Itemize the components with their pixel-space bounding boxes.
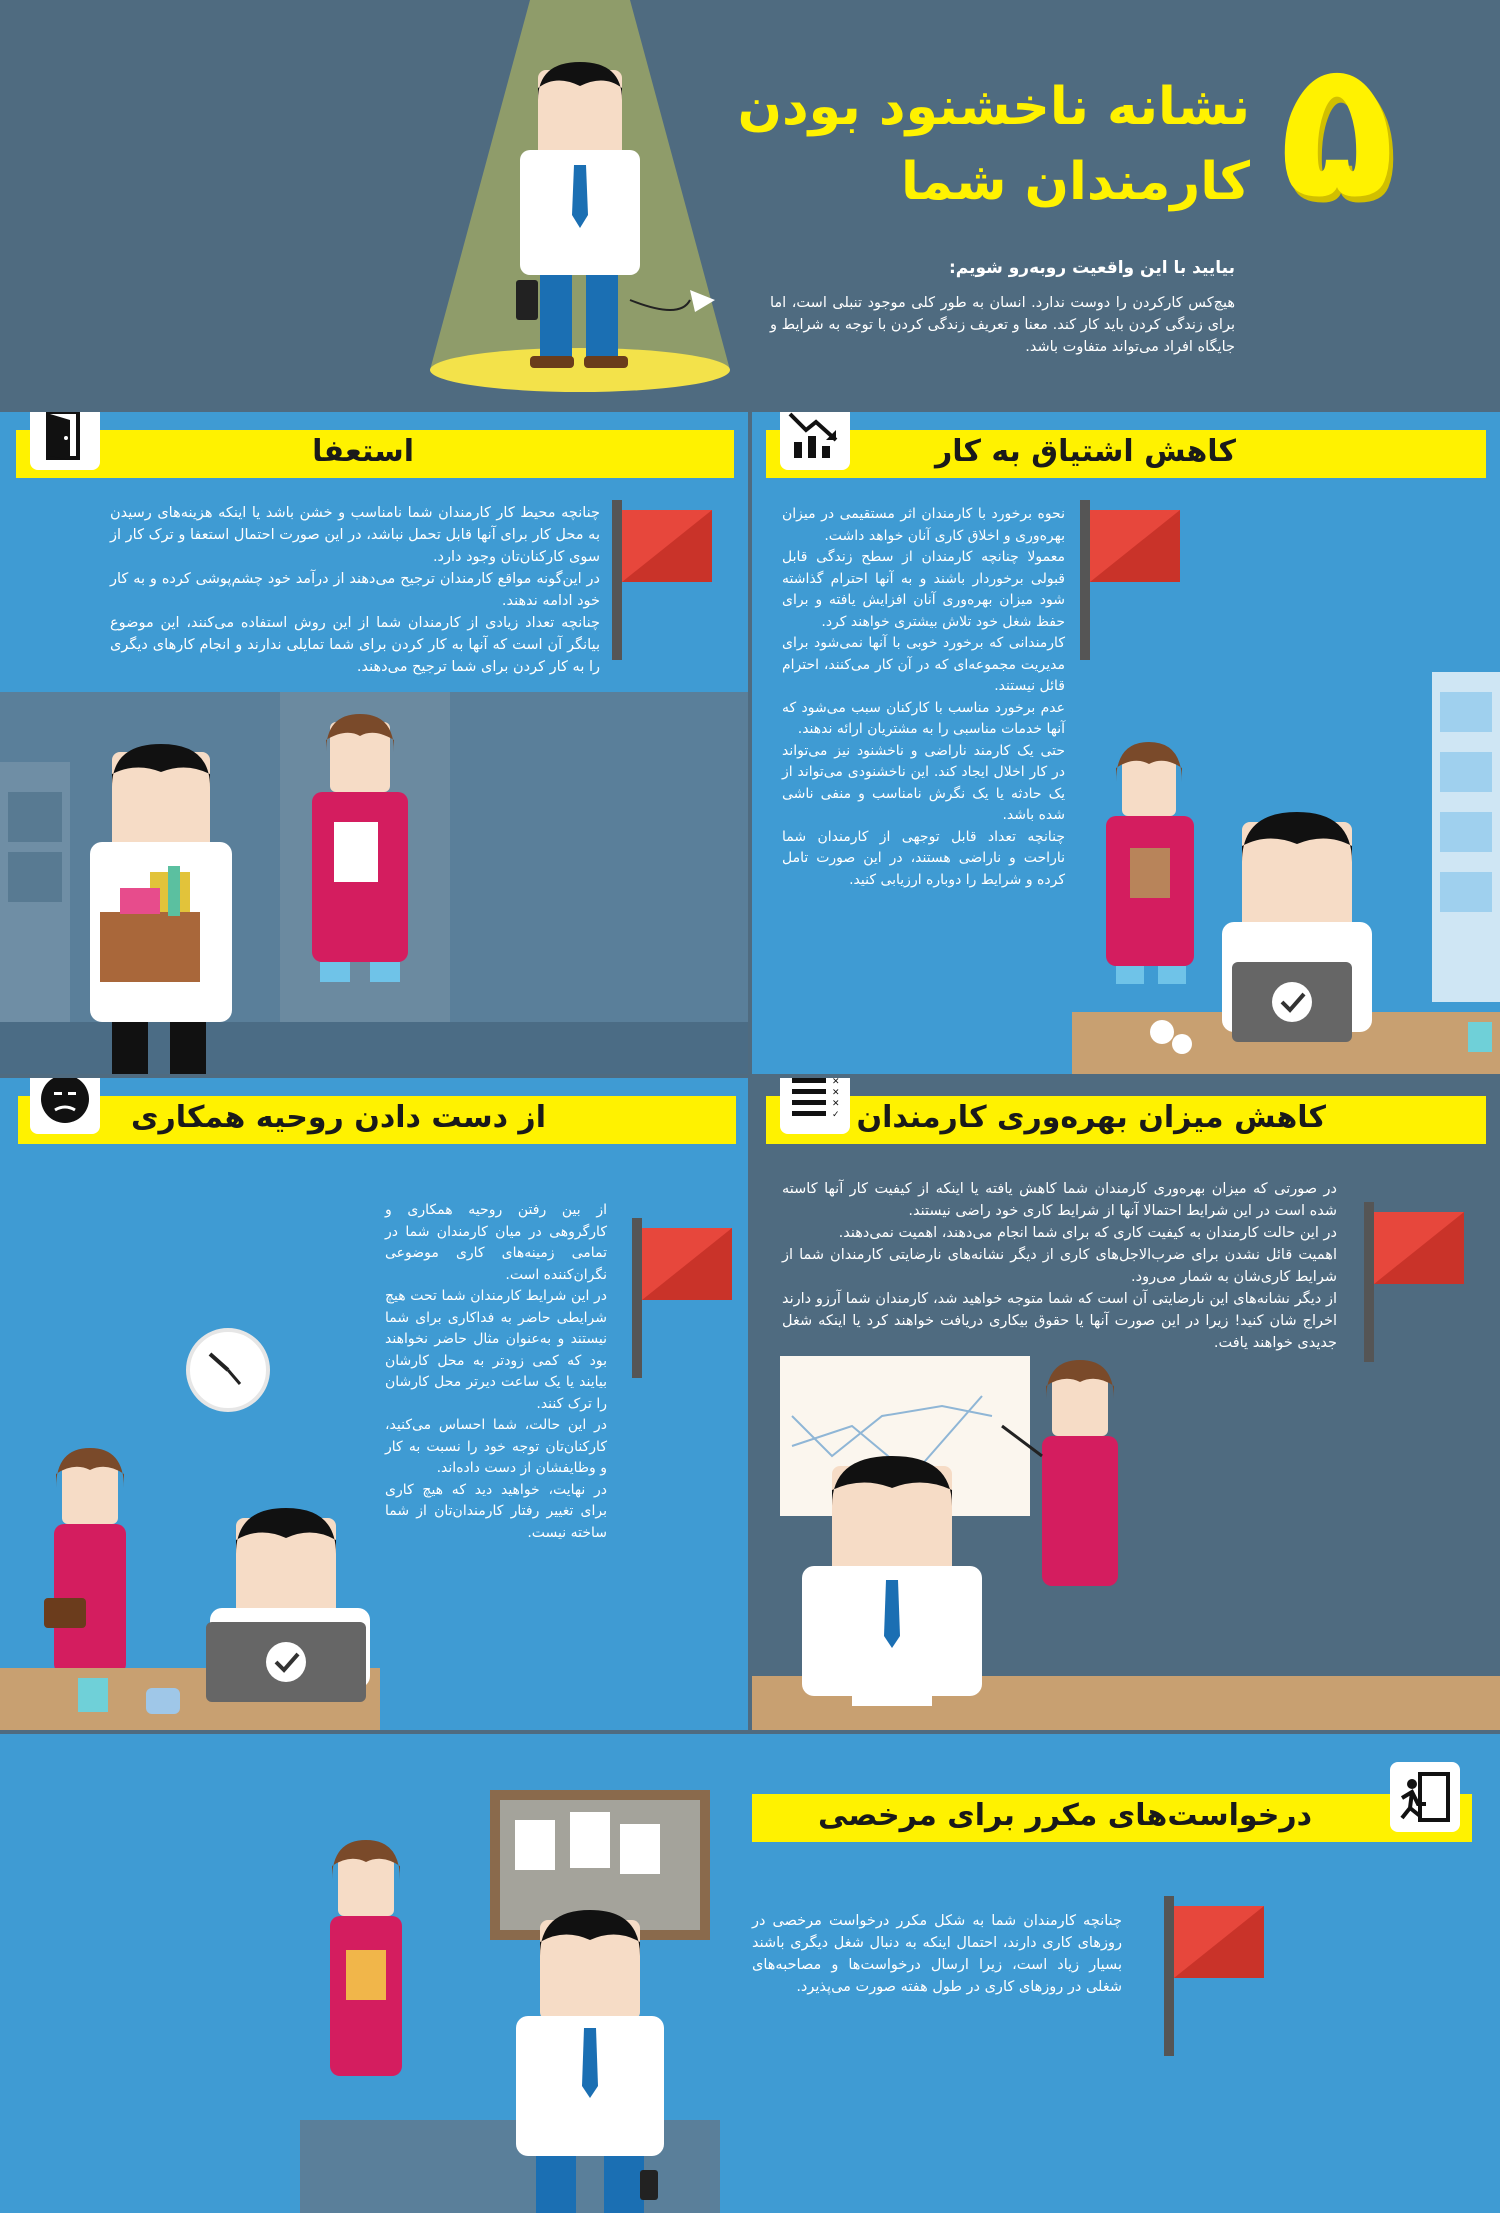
leave-title: درخواست‌های مکرر برای مرخصی	[818, 1798, 1312, 1833]
motivation-text	[782, 504, 1065, 891]
resignation-paragraph: در این‌گونه مواقع کارمندان ترجیح می‌دهند از درآمد خود چشم‌پوشی کرده و به کار خود ادامه ندهند.	[110, 571, 600, 609]
morale-paragraph: در این حالت، شما احساس می‌کنید، کارکنان‌تان توجه خود را نسبت به کار و وظایفشان از دست داده‌اند.	[385, 1417, 607, 1476]
section-leave	[0, 1734, 1500, 2213]
header-title-line2: کارمندان شما	[901, 152, 1250, 212]
motivation-title: کاهش اشتیاق به کار	[934, 434, 1236, 469]
section-motivation	[752, 412, 1500, 1074]
spotlight-illustration	[390, 0, 770, 395]
resignation-paragraph: چنانچه محیط کار کارمندان شما نامناسب و خشن باشد یا اینکه هزینه‌های رسیدن به محل کار برای آنها قابل تحمل نباشد، در این صورت احتمال استعفا و ترک کار از سوی کارکنان‌تان وجود دارد.	[110, 505, 600, 565]
resignation-title-bar	[16, 430, 734, 478]
section-morale	[0, 1078, 748, 1730]
checklist-icon	[780, 1078, 850, 1134]
productivity-title-bar	[766, 1096, 1486, 1144]
leave-icon-box	[1390, 1762, 1460, 1832]
running-exit-icon	[1390, 1762, 1460, 1832]
motivation-paragraph: چنانچه تعداد قابل توجهی از کارمندان شما ناراحت و ناراضی هستند، در این صورت تامل کرده و شرایط را دوباره ارزیابی کنید.	[782, 828, 1065, 888]
leave-flag-pole	[1164, 1896, 1174, 2056]
exit-door-icon	[30, 412, 100, 470]
motivation-icon-box	[780, 412, 850, 470]
motivation-flag-pole	[1080, 500, 1090, 660]
productivity-paragraph: در صورتی که میزان بهره‌وری کارمندان شما کاهش یافته یا اینکه از کیفیت کار آنها کاسته شده است در این شرایط احتمالا آنها از شرایط کاری خود راضی نیستند.	[782, 1181, 1337, 1219]
productivity-title: کاهش میزان بهره‌وری کارمندان	[856, 1100, 1326, 1135]
productivity-paragraph: در این حالت کارمندان به کیفیت کاری که برای شما انجام می‌دهند، اهمیت نمی‌دهند.	[838, 1225, 1337, 1241]
motivation-illustration	[1072, 672, 1500, 1074]
productivity-text	[782, 1178, 1337, 1354]
leave-paragraph: چنانچه کارمندان شما به شکل مکرر درخواست مرخصی در روزهای کاری دارند، احتمال اینکه به دنبال شغل دیگری باشند بسیار زیاد است، زیرا ارسال درخواست‌ها و مصاحبه‌های شغلی در روزهای کاری در طول هفته صورت می‌پذیرد.	[752, 1913, 1122, 1995]
header-subtitle: بیایید با این واقعیت روبه‌رو شویم:	[948, 258, 1235, 278]
header-intro: هیچ‌کس کارکردن را دوست ندارد. انسان به طور کلی موجود تنبلی است، اما برای زندگی کردن باید کار کند. معنا و تعریف زندگی کردن با توجه به شرایط و جایگاه افراد می‌تواند متفاوت باشد.	[770, 295, 1235, 355]
morale-flag-pole	[632, 1218, 642, 1378]
resignation-flag-pole	[612, 500, 622, 660]
resignation-title: استعفا	[312, 434, 414, 469]
motivation-paragraph: حتی یک کارمند ناراضی و ناخشنود نیز می‌تواند در کار اخلال ایجاد کند. این ناخشنودی می‌تواند از یک حادثه یا یک نگرش نامناسب و منفی ناشی شده باشد.	[782, 742, 1065, 823]
header-panel	[0, 0, 1500, 410]
morale-paragraph: در این شرایط کارمندان شما تحت هیچ شرایطی حاضر به فداکاری برای شما نیستند و به‌عنوان مثال حاضر نخواهند بود که کمی زودتر به محل کارشان بیایند یا یک ساعت دیرتر محل کارشان را ترک کنند.	[385, 1288, 607, 1412]
section-productivity	[752, 1078, 1500, 1730]
resignation-illustration	[0, 692, 748, 1074]
morale-icon-box	[30, 1078, 100, 1134]
motivation-paragraph: کارمندانی که برخورد خوبی با آنها نمی‌شود برای مدیریت مجموعه‌ای که در آن کار می‌کنند، احترام قائل نیستند.	[782, 635, 1065, 694]
svg-text:✕: ✕	[832, 1099, 840, 1109]
productivity-paragraph: اهمیت قائل نشدن برای ضرب‌الاجل‌های کاری از دیگر نشانه‌های نارضایتی کارمندان شما از شرایط کاری‌شان به شمار می‌رود.	[782, 1247, 1337, 1285]
section-resignation	[0, 412, 748, 1074]
resignation-flag	[622, 510, 712, 582]
header-title-line1: نشانه ناخشنود بودن	[737, 77, 1250, 137]
morale-flag	[642, 1228, 732, 1300]
morale-title: از دست دادن روحیه همکاری	[130, 1100, 546, 1135]
leave-text	[752, 1910, 1122, 1998]
productivity-flag-pole	[1364, 1202, 1374, 1362]
leave-flag	[1174, 1906, 1264, 1978]
svg-text:✕: ✕	[832, 1078, 840, 1087]
svg-text:✓: ✓	[832, 1110, 840, 1120]
declining-chart-icon	[780, 412, 850, 470]
morale-illustration	[0, 1318, 380, 1730]
big-number: ۵	[1279, 19, 1395, 240]
motivation-title-bar	[766, 430, 1486, 478]
leave-title-bar	[752, 1794, 1472, 1842]
svg-text:✕: ✕	[832, 1088, 840, 1098]
motivation-paragraph: عدم برخورد مناسب با کارکنان سبب می‌شود که آنها خدمات مناسبی را به مشتریان ارائه ندهند.	[782, 699, 1065, 737]
resignation-text	[110, 502, 600, 678]
motivation-paragraph: معمولا چنانچه کارمندان از سطح زندگی قابل قبولی برخوردار باشند و به آنها احترام گذاشته شود میزان بهره‌وری آنان افزایش یافته و برای حفظ شغل خود تلاش بیشتری خواهند کرد.	[782, 549, 1065, 630]
productivity-illustration	[752, 1356, 1500, 1730]
resignation-icon-box	[30, 412, 100, 470]
sad-face-icon	[30, 1078, 100, 1134]
productivity-icon-box	[780, 1078, 850, 1134]
morale-paragraph: از بین رفتن روحیه همکاری و کارگروهی در میان کارمندان شما در تمامی زمینه‌های کاری موضوعی نگران‌کننده است.	[385, 1202, 607, 1283]
productivity-flag	[1374, 1212, 1464, 1284]
leave-illustration	[300, 1790, 720, 2213]
morale-paragraph: در نهایت، خواهید دید که هیچ کاری برای تغییر رفتار کارمندان‌تان از شما ساخته نیست.	[385, 1481, 607, 1541]
morale-title-bar	[18, 1096, 736, 1144]
morale-text	[385, 1200, 607, 1544]
productivity-paragraph: از دیگر نشانه‌های این نارضایتی آن است که شما متوجه خواهید شد، کارمندان شما آرزو دارند اخراج شان کنید! زیرا در این صورت آنها یا حقوق بیکاری دریافت خواهند کرد یا اینکه شغل جدیدی خواهند یافت.	[782, 1291, 1337, 1351]
motivation-flag	[1090, 510, 1180, 582]
motivation-paragraph: نحوه برخورد با کارمندان اثر مستقیمی در میزان بهره‌وری و اخلاق کاری آنان خواهد داشت.	[782, 506, 1065, 544]
resignation-paragraph: چنانچه تعداد زیادی از کارمندان شما از این روش استفاده می‌کنند، این موضوع بیانگر آن است که آنها به کار کردن برای شما تمایلی ندارند و انجام کارهای دیگری را به کار کردن برای شما ترجیح می‌دهند.	[110, 615, 600, 675]
